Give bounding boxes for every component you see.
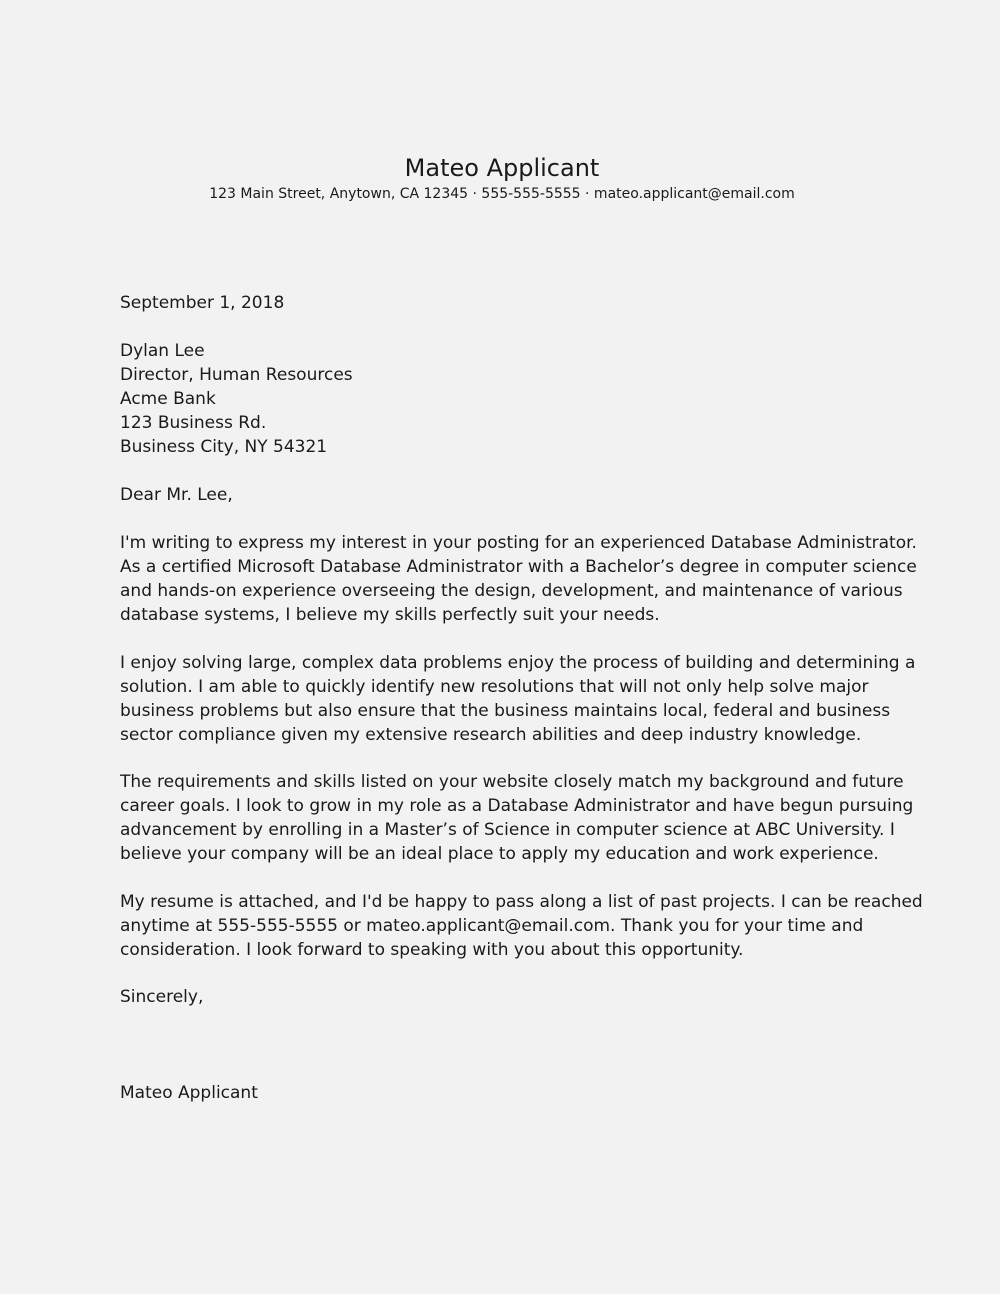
paragraph-line: My resume is attached, and I'd be happy to pass along a list of past projects. I can be reached (120, 892, 923, 912)
sender-contact-line: 123 Main Street, Anytown, CA 12345 · 555-555-5555 · mateo.applicant@email.com (209, 186, 795, 202)
signature-name: Mateo Applicant (120, 1083, 258, 1103)
paragraph-line: believe your company will be an ideal place to apply my education and work experience. (120, 844, 879, 864)
closing: Sincerely, (120, 987, 204, 1007)
sender-name: Mateo Applicant (404, 154, 600, 182)
letter-header (0, 154, 1000, 204)
paragraph-line: anytime at 555-555-5555 or mateo.applicant@email.com. Thank you for your time and (120, 916, 864, 936)
paragraph-line: As a certified Microsoft Database Administrator with a Bachelor’s degree in computer science (120, 557, 917, 577)
recipient-city: Business City, NY 54321 (120, 437, 328, 457)
paragraph-line: career goals. I look to grow in my role as a Database Administrator and have begun pursuing (120, 796, 914, 816)
body-paragraph-2 (120, 651, 916, 747)
recipient-name: Dylan Lee (120, 341, 205, 361)
paragraph-line: I enjoy solving large, complex data problems enjoy the process of building and determining a (120, 653, 916, 673)
paragraph-line: advancement by enrolling in a Master’s of Science in computer science at ABC University. I (120, 820, 895, 840)
recipient-company: Acme Bank (120, 389, 216, 409)
recipient-street: 123 Business Rd. (120, 413, 267, 433)
paragraph-line: solution. I am able to quickly identify new resolutions that will not only help solve major (120, 677, 869, 697)
paragraph-line: and hands-on experience overseeing the design, development, and maintenance of various (120, 581, 903, 601)
paragraph-line: consideration. I look forward to speaking with you about this opportunity. (120, 940, 744, 960)
letter-date: September 1, 2018 (120, 293, 285, 313)
salutation: Dear Mr. Lee, (120, 485, 233, 505)
recipient-title: Director, Human Resources (120, 365, 353, 385)
paragraph-line: business problems but also ensure that the business maintains local, federal and business (120, 701, 891, 721)
paragraph-line: sector compliance given my extensive research abilities and deep industry knowledge. (120, 725, 862, 745)
recipient-address (120, 339, 880, 459)
paragraph-line: The requirements and skills listed on your website closely match my background and future (120, 772, 904, 792)
body-paragraph-1 (120, 531, 917, 627)
paragraph-line: I'm writing to express my interest in your posting for an experienced Database Administrator. (120, 533, 917, 553)
paragraph-line: database systems, I believe my skills perfectly suit your needs. (120, 605, 660, 625)
body-paragraph-3 (120, 770, 914, 866)
body-paragraph-4 (120, 890, 923, 962)
